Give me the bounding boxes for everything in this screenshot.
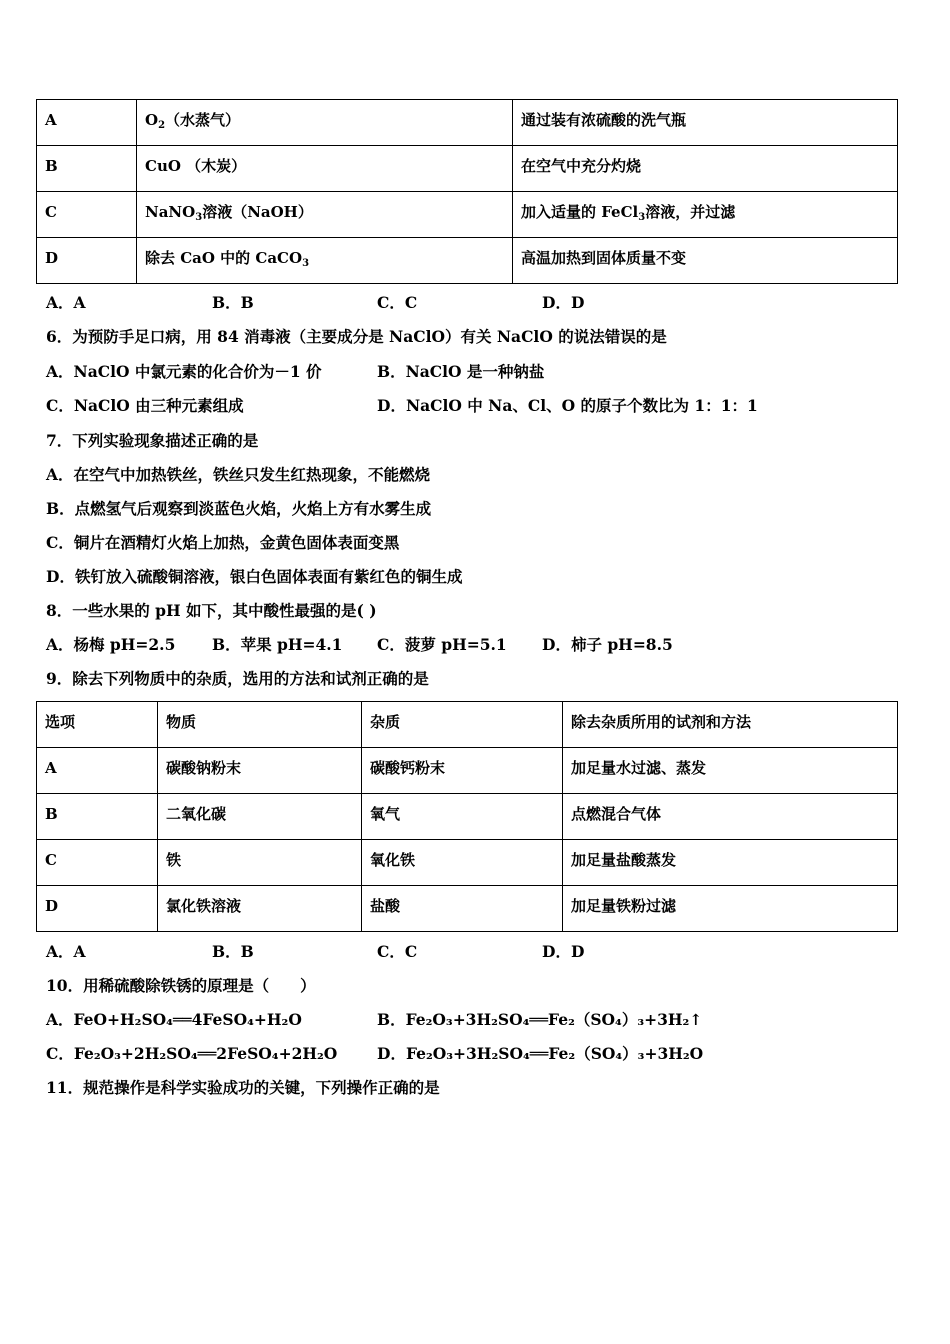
method-cell: 通过装有浓硫酸的洗气瓶: [513, 100, 898, 146]
q10-option-d[interactable]: D．Fe₂O₃+3H₂SO₄══Fe₂（SO₄）₃+3H₂O: [377, 1044, 704, 1063]
table-cell: 二氧化碳: [158, 794, 362, 840]
row-label: A: [37, 100, 137, 146]
table-cell: 盐酸: [362, 886, 563, 932]
q6-option-b[interactable]: B．NaClO 是一种钠盐: [377, 362, 545, 381]
q8-option-a[interactable]: A．杨梅 pH=2.5: [46, 635, 176, 654]
q6-option-d[interactable]: D．NaClO 中 Na、Cl、O 的原子个数比为 1：1：1: [377, 396, 758, 415]
q5-option-b[interactable]: B．B: [212, 293, 254, 312]
q9-option-d[interactable]: D．D: [542, 942, 585, 961]
table-row: [37, 192, 898, 238]
q7-option-b[interactable]: B．点燃氢气后观察到淡蓝色火焰，火焰上方有水雾生成: [46, 499, 432, 518]
q8-option-d[interactable]: D．柿子 pH=8.5: [542, 635, 673, 654]
q7-stem: 7．下列实验现象描述正确的是: [46, 431, 259, 450]
row-label: C: [37, 192, 137, 238]
q5-option-a[interactable]: A．A: [46, 293, 86, 312]
q5-option-c[interactable]: C．C: [377, 293, 418, 312]
table-cell: D: [37, 886, 158, 932]
table-cell: C: [37, 840, 158, 886]
q8-option-c[interactable]: C．菠萝 pH=5.1: [377, 635, 507, 654]
table-row: [37, 238, 898, 284]
q5-option-d[interactable]: D．D: [542, 293, 585, 312]
table-cell: 碳酸钠粉末: [158, 748, 362, 794]
table-header-row: [37, 702, 898, 748]
table-cell: 加足量盐酸蒸发: [563, 840, 898, 886]
q10-option-a[interactable]: A．FeO+H₂SO₄══4FeSO₄+H₂O: [46, 1010, 302, 1029]
q9-option-c[interactable]: C．C: [377, 942, 418, 961]
q6-stem: 6．为预防手足口病，用 84 消毒液（主要成分是 NaClO）有关 NaClO 的说法错误的是: [46, 327, 667, 346]
substance-cell: NaNO$_3$溶液（NaOH）: [137, 192, 513, 238]
table-row: [37, 748, 898, 794]
header-cell: 除去杂质所用的试剂和方法: [563, 702, 898, 748]
table-cell: B: [37, 794, 158, 840]
table-cell: 氧气: [362, 794, 563, 840]
table-cell: 加足量水过滤、蒸发: [563, 748, 898, 794]
header-cell: 物质: [158, 702, 362, 748]
q10-option-c[interactable]: C．Fe₂O₃+2H₂SO₄══2FeSO₄+2H₂O: [46, 1044, 338, 1063]
q10-option-b[interactable]: B．Fe₂O₃+3H₂SO₄══Fe₂（SO₄）₃+3H₂↑: [377, 1010, 703, 1029]
method-cell: 加入适量的 FeCl$_3$溶液，并过滤: [513, 192, 898, 238]
substance-cell: $O_2$（水蒸气）: [137, 100, 513, 146]
q7-option-c[interactable]: C．铜片在酒精灯火焰上加热，金黄色固体表面变黑: [46, 533, 400, 552]
table-cell: 加足量铁粉过滤: [563, 886, 898, 932]
q8-option-b[interactable]: B．苹果 pH=4.1: [212, 635, 343, 654]
method-cell: 高温加热到固体质量不变: [513, 238, 898, 284]
q10-stem: 10．用稀硫酸除铁锈的原理是（ ）: [46, 976, 316, 995]
substance-cell: 除去 CaO 中的 CaCO$_3$: [137, 238, 513, 284]
table-cell: 碳酸钙粉末: [362, 748, 563, 794]
q9-option-b[interactable]: B．B: [212, 942, 254, 961]
table-row: [37, 146, 898, 192]
method-cell: 在空气中充分灼烧: [513, 146, 898, 192]
row-label: B: [37, 146, 137, 192]
q6-option-a[interactable]: A．NaClO 中氯元素的化合价为－1 价: [46, 362, 322, 381]
q11-stem: 11．规范操作是科学实验成功的关键，下列操作正确的是: [46, 1078, 440, 1097]
q9-stem: 9．除去下列物质中的杂质，选用的方法和试剂正确的是: [46, 669, 429, 688]
table-row: [37, 100, 898, 146]
impurity-table-q5: [36, 99, 898, 284]
table-cell: 点燃混合气体: [563, 794, 898, 840]
q8-stem: 8．一些水果的 pH 如下，其中酸性最强的是( ): [46, 601, 377, 620]
q6-option-c[interactable]: C．NaClO 由三种元素组成: [46, 396, 244, 415]
header-cell: 选项: [37, 702, 158, 748]
q7-option-d[interactable]: D．铁钉放入硫酸铜溶液，银白色固体表面有紫红色的铜生成: [46, 567, 463, 586]
q7-option-a[interactable]: A．在空气中加热铁丝，铁丝只发生红热现象，不能燃烧: [46, 465, 431, 484]
impurity-table-q9: [36, 701, 898, 932]
table-cell: 氯化铁溶液: [158, 886, 362, 932]
table-cell: 氧化铁: [362, 840, 563, 886]
table-row: [37, 886, 898, 932]
table-cell: A: [37, 748, 158, 794]
table-row: [37, 840, 898, 886]
header-cell: 杂质: [362, 702, 563, 748]
table-cell: 铁: [158, 840, 362, 886]
substance-cell: CuO （木炭）: [137, 146, 513, 192]
table-row: [37, 794, 898, 840]
q9-option-a[interactable]: A．A: [46, 942, 86, 961]
row-label: D: [37, 238, 137, 284]
